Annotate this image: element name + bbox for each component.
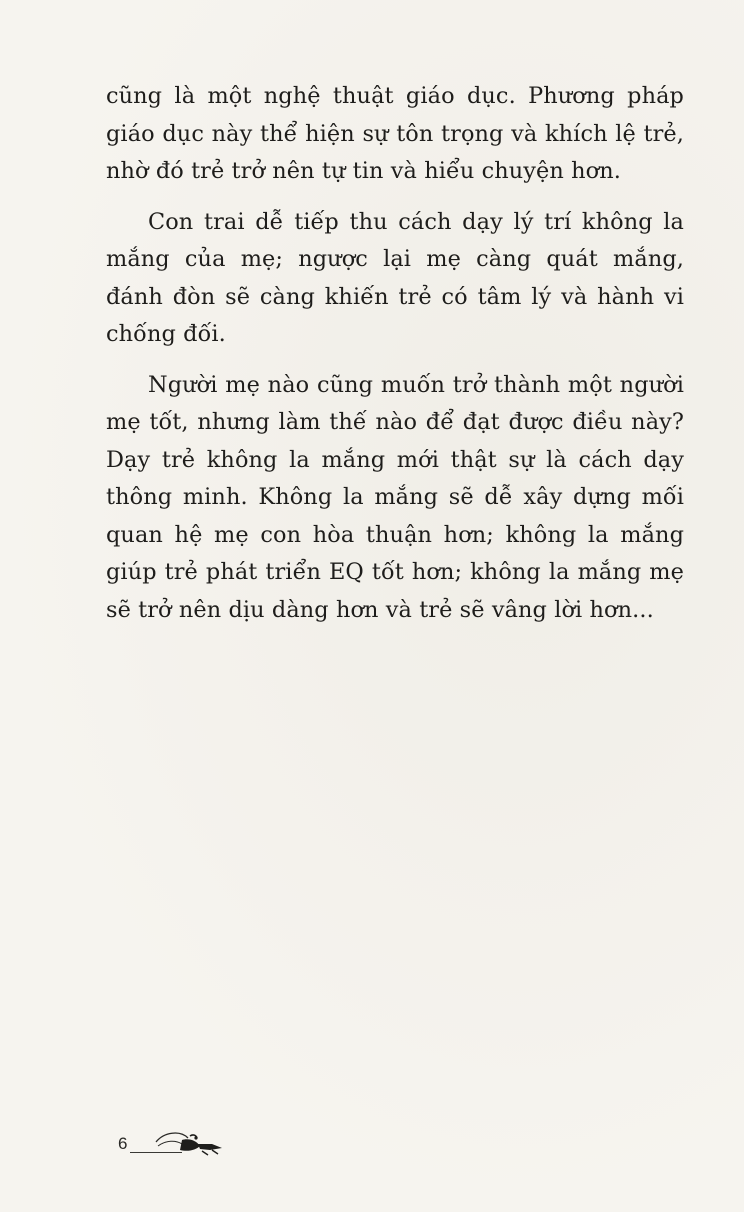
page-number: 6 <box>118 1134 128 1153</box>
page-footer <box>118 1126 238 1166</box>
paragraph-1: cũng là một nghệ thuật giáo dục. Phương pháp giáo dục này thể hiện sự tôn trọng và khích lệ trẻ, nhờ đó trẻ trở nên tự tin và hiểu chuyện hơn. <box>106 83 684 184</box>
paragraph-2: Con trai dễ tiếp thu cách dạy lý trí không la mắng của mẹ; ngược lại mẹ càng quát mắng, đánh đòn sẽ càng khiến trẻ có tâm lý và hành vi chống đối. <box>106 208 684 347</box>
paragraph-3: Người mẹ nào cũng muốn trở thành một người mẹ tốt, nhưng làm thế nào để đạt được điều này? Dạy trẻ không la mắng mới thật sự là cách dạy thông minh. Không la mắng sẽ dễ xây dựng mối quan hệ mẹ con hòa thuận hơn; không la mắng giúp trẻ phát triển EQ tốt hơn; không la mắng mẹ sẽ trở nên dịu dàng hơn và trẻ sẽ vâng lời hơn... <box>106 371 684 623</box>
bird-quill-ornament-icon <box>152 1126 228 1162</box>
body-text <box>106 78 684 642</box>
